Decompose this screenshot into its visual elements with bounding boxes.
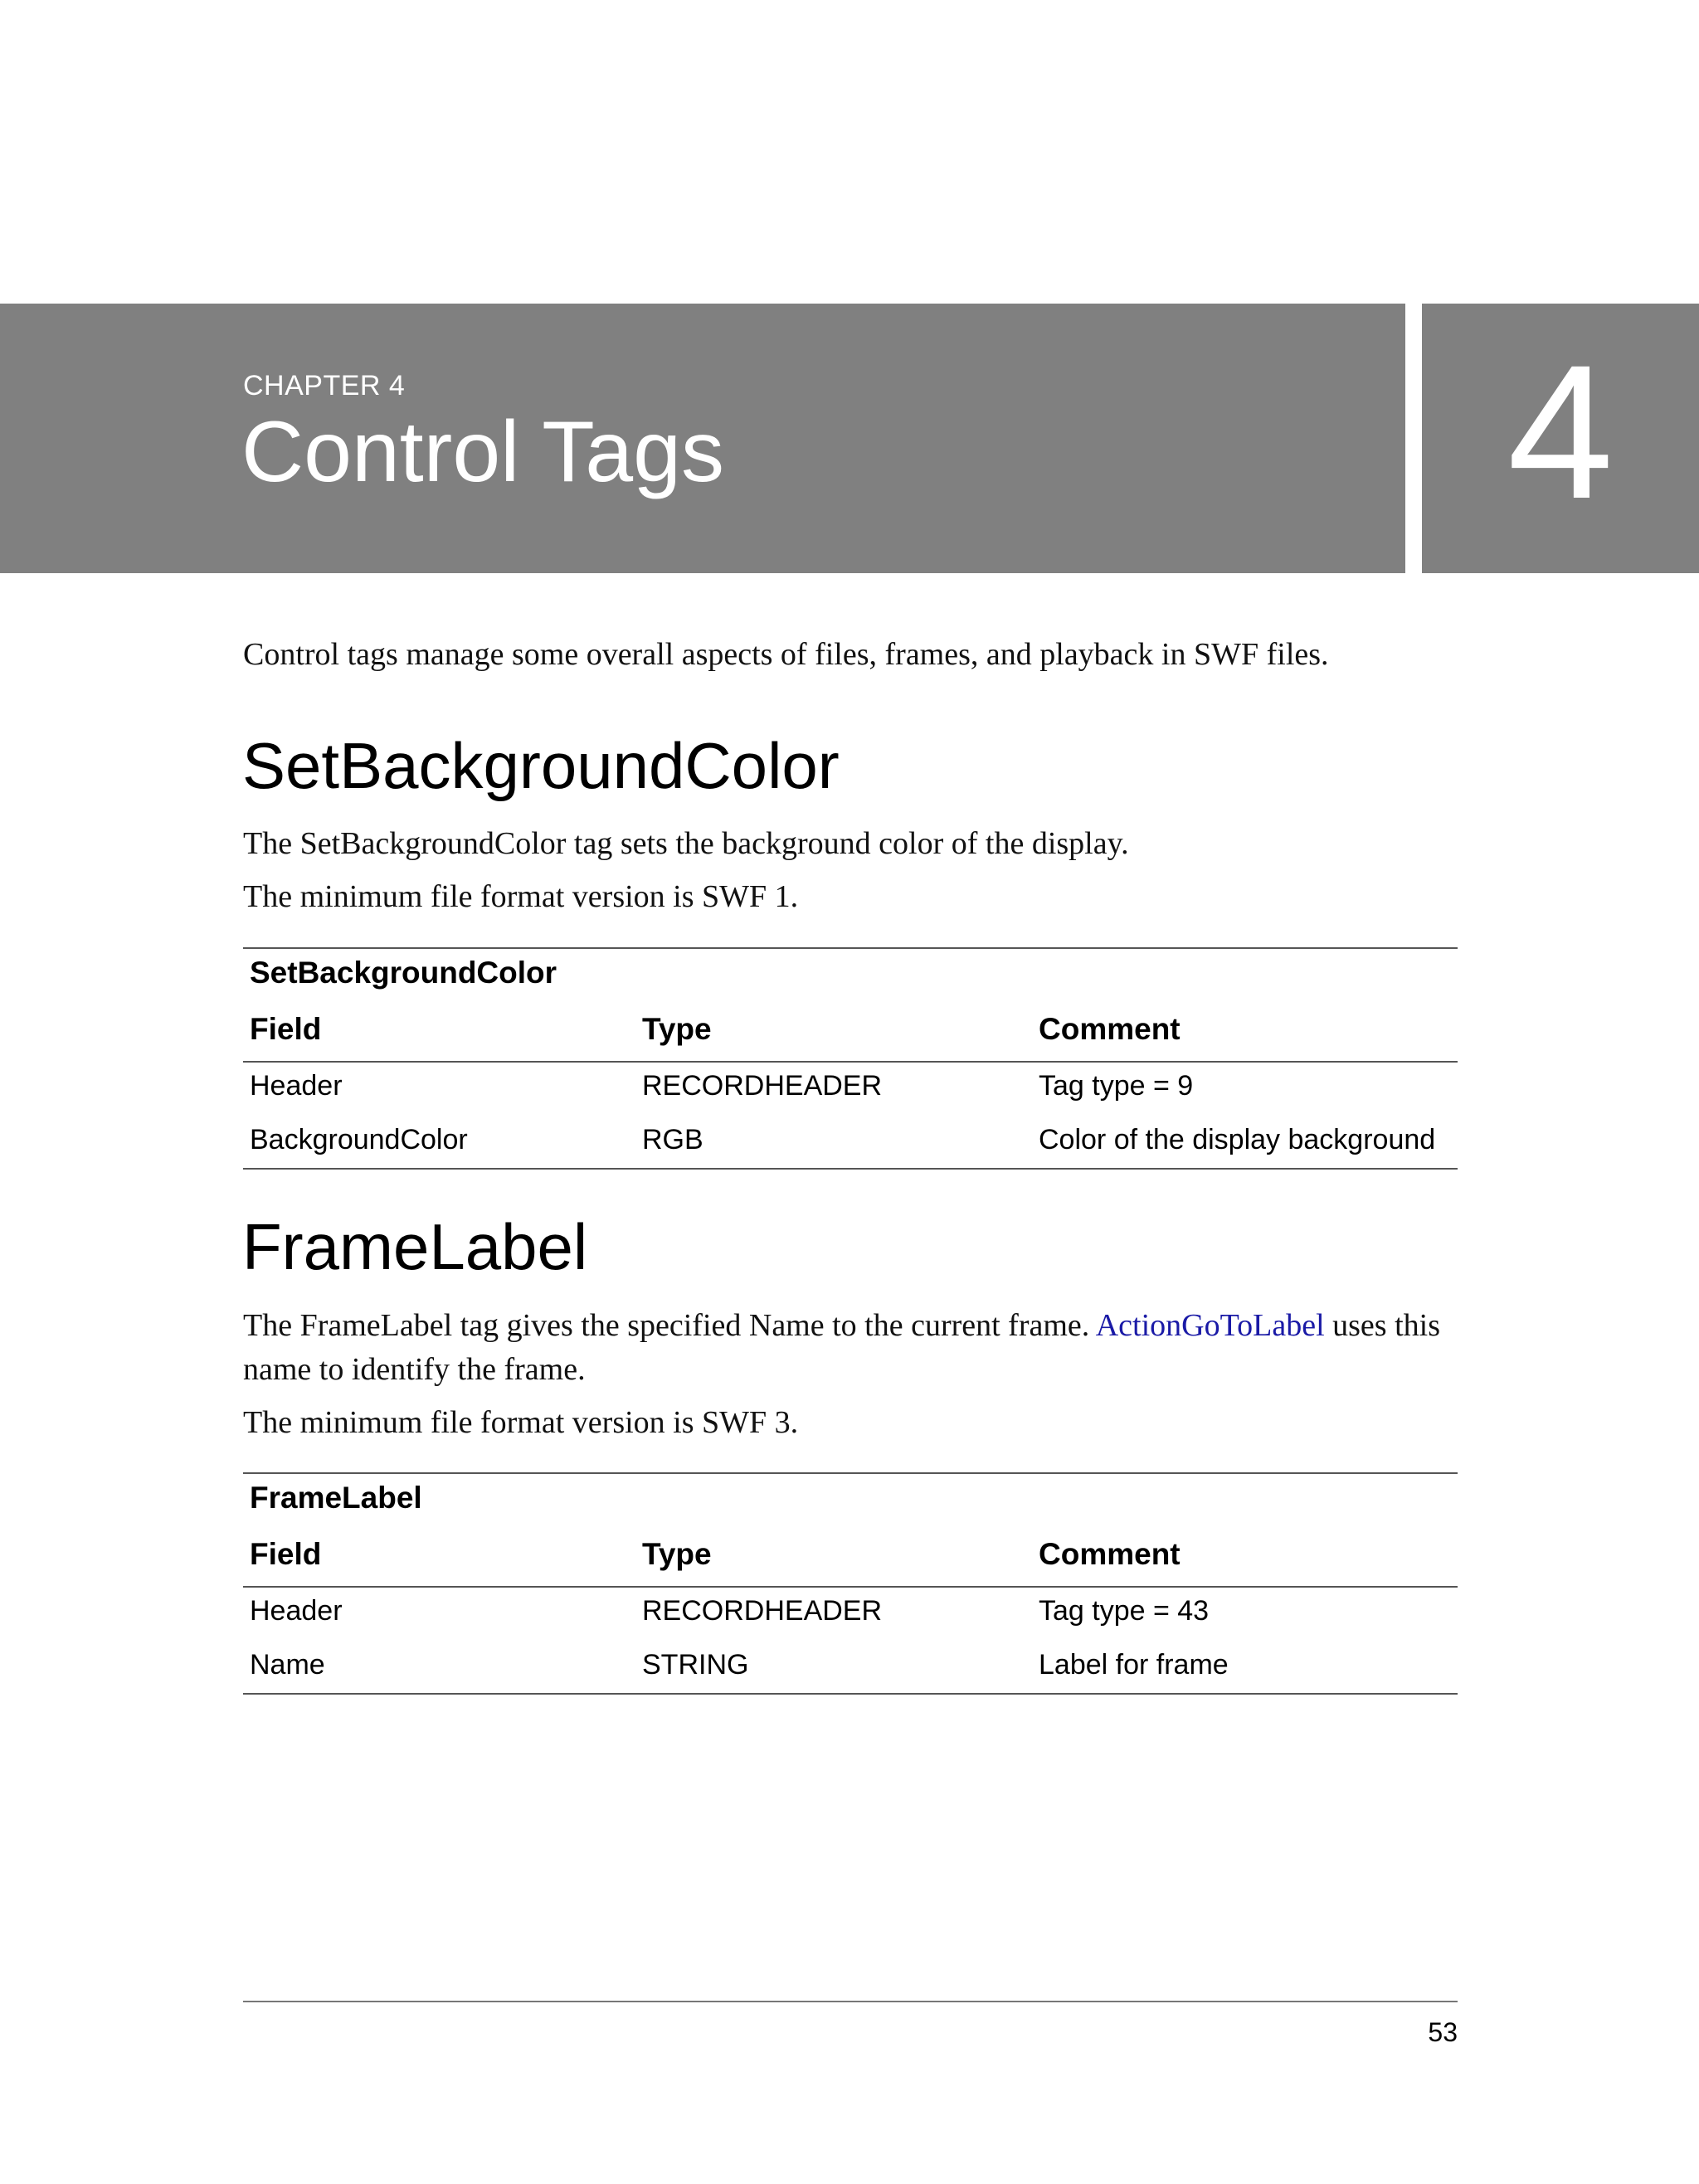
table-cell: RGB bbox=[642, 1124, 703, 1155]
section-paragraph: The minimum file format version is SWF 3. bbox=[243, 1405, 799, 1440]
table-header-comment: Comment bbox=[1039, 1537, 1181, 1571]
paragraph-text: uses this name to identify the frame. bbox=[243, 1308, 1440, 1387]
table-caption: SetBackgroundColor bbox=[250, 956, 557, 990]
section-paragraph bbox=[243, 1304, 1463, 1392]
paragraph-text: The FrameLabel tag gives the specified Name to the current frame. bbox=[243, 1308, 1096, 1343]
table-header-field: Field bbox=[250, 1012, 322, 1046]
table-cell: Label for frame bbox=[1039, 1649, 1229, 1681]
section-paragraph: The minimum file format version is SWF 1. bbox=[243, 879, 799, 914]
footer-rule bbox=[243, 2001, 1458, 2002]
table-header-rule bbox=[243, 1586, 1458, 1588]
table-header-comment: Comment bbox=[1039, 1012, 1181, 1046]
intro-paragraph: Control tags manage some overall aspects of files, frames, and playback in SWF files. bbox=[243, 637, 1329, 672]
table-cell: RECORDHEADER bbox=[642, 1595, 883, 1627]
table-top-rule bbox=[243, 947, 1458, 949]
table-bottom-rule bbox=[243, 1168, 1458, 1170]
chapter-title: Control Tags bbox=[241, 404, 724, 500]
table-cell: BackgroundColor bbox=[250, 1124, 468, 1155]
table-cell: STRING bbox=[642, 1649, 749, 1681]
table-cell: Color of the display background bbox=[1039, 1124, 1436, 1155]
section-heading-setbackgroundcolor: SetBackgroundColor bbox=[242, 729, 840, 802]
section-heading-framelabel: FrameLabel bbox=[242, 1210, 588, 1283]
setbackgroundcolor-table bbox=[243, 947, 1458, 1171]
table-header-type: Type bbox=[642, 1537, 712, 1571]
table-top-rule bbox=[243, 1472, 1458, 1474]
table-cell: Tag type = 9 bbox=[1039, 1070, 1194, 1102]
page-number: 53 bbox=[1428, 2017, 1458, 2047]
framelabel-table bbox=[243, 1472, 1458, 1696]
chapter-label: CHAPTER 4 bbox=[243, 370, 406, 401]
table-bottom-rule bbox=[243, 1693, 1458, 1695]
section-paragraph: The SetBackgroundColor tag sets the background color of the display. bbox=[243, 826, 1129, 861]
table-caption: FrameLabel bbox=[250, 1481, 422, 1515]
actiongotolabel-link[interactable]: ActionGoToLabel bbox=[1095, 1308, 1325, 1343]
table-header-field: Field bbox=[250, 1537, 322, 1571]
table-header-type: Type bbox=[642, 1012, 712, 1046]
table-cell: Header bbox=[250, 1595, 343, 1627]
table-cell: Header bbox=[250, 1070, 343, 1102]
table-header-rule bbox=[243, 1061, 1458, 1063]
table-cell: RECORDHEADER bbox=[642, 1070, 883, 1102]
table-cell: Tag type = 43 bbox=[1039, 1595, 1210, 1627]
table-cell: Name bbox=[250, 1649, 325, 1681]
chapter-number: 4 bbox=[1507, 325, 1614, 538]
